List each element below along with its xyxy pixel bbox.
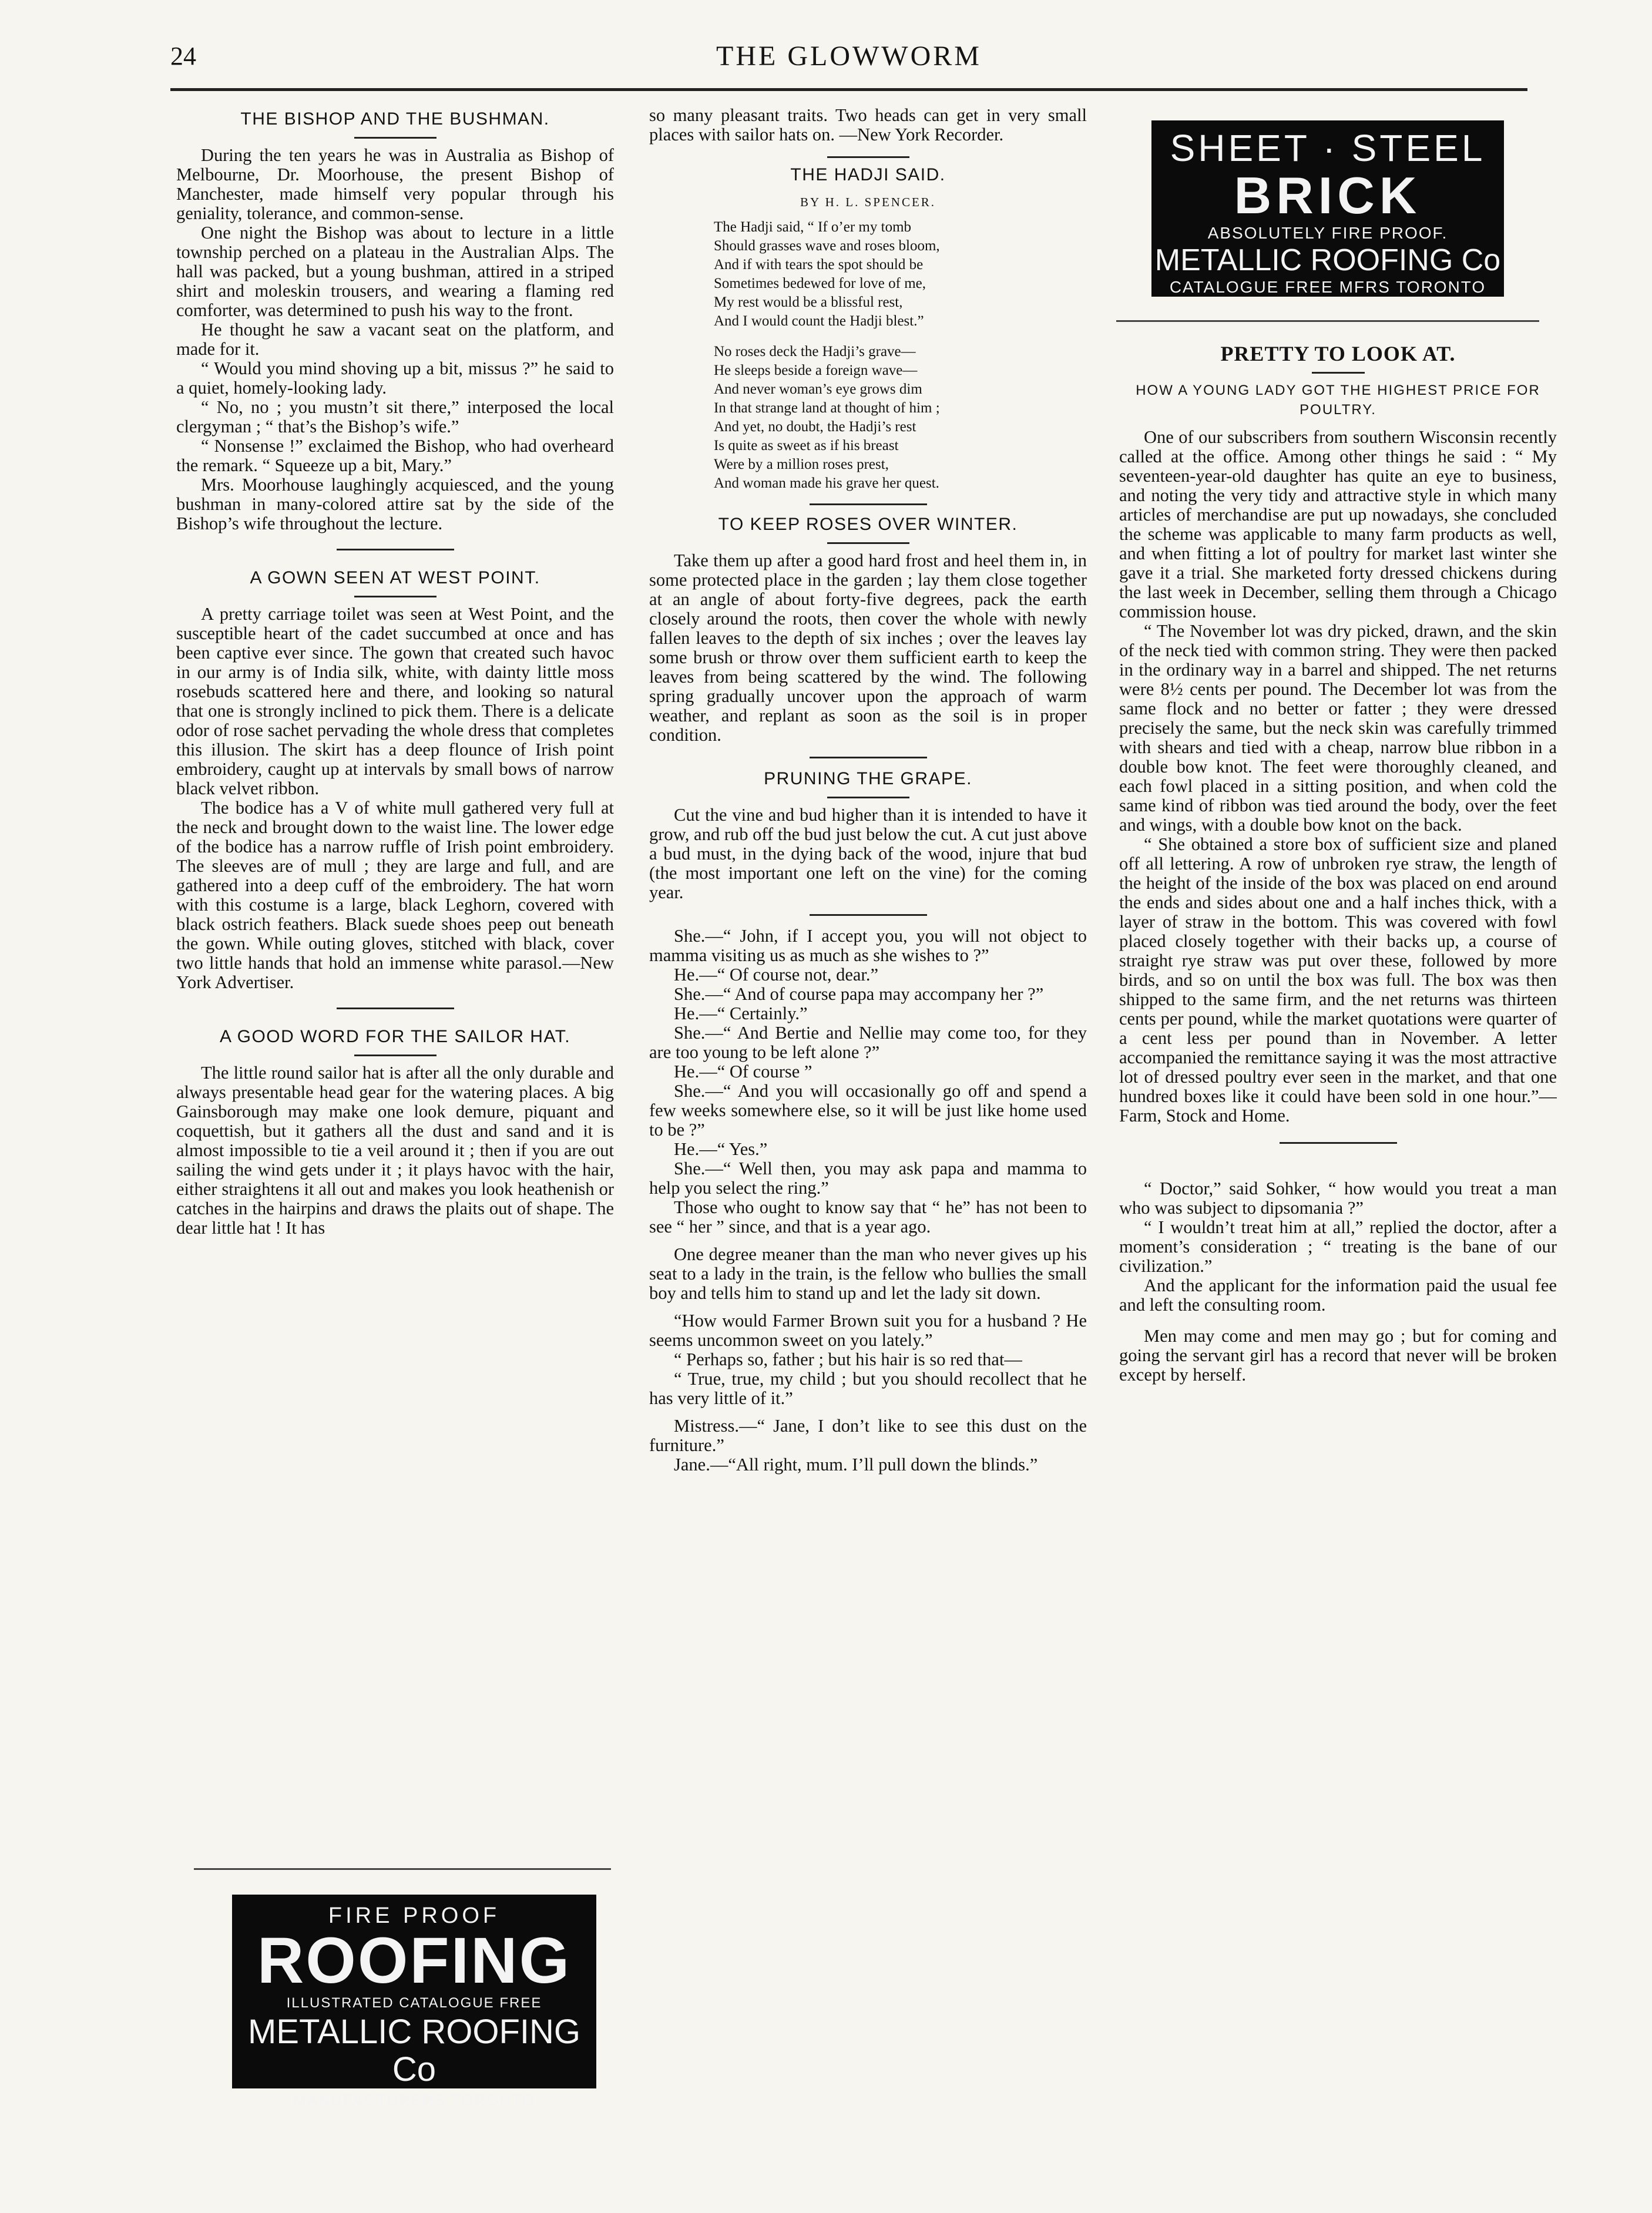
dialogue-line: She.—“ And of course papa may accompany her ?” [674,984,1044,1004]
poem-line: And never woman’s eye grows dim [714,381,922,397]
dialogue-line: She.—“ And you will occasionally go off and spend a few weeks somewhere else, so it will be just like home used to be ?” [649,1081,1087,1140]
article-title-pretty: PRETTY TO LOOK AT. [1220,342,1456,365]
title-rule [827,797,909,798]
ad-headline: BRICK [1234,166,1422,224]
paragraph: “ Perhaps so, father ; but his hair is so red that— [674,1349,1022,1369]
poem-line: And I would count the Hadji blest.” [714,313,924,329]
column-3 [1119,341,1557,2103]
paragraph: The bodice has a V of white mull gathered very full at the neck and brought down to the waist line. The lower edge of the bodice has a narrow ruffle of Irish point embroidery. The sleeves are of mull ; they are large and full, and are gathered into a deep cuff of the embroidery. The hat worn with this costume is a large, black Leghorn, covered with black ostrich feathers. Black suede shoes peep out beneath the gown. While outing gloves, stitched with black, cover two little hands that hold an immense white parasol.—New York Advertiser. [176,798,614,992]
poem [714,218,1087,493]
poem-line: No roses deck the Hadji’s grave— [714,344,916,360]
paragraph: “ True, true, my child ; but you should recollect that he has very little of it.” [649,1369,1087,1408]
paragraph: “ The November lot was dry picked, drawn, and the skin of the neck tied with common string. They were then packed in the ordinary way in a barrel and shipped. The net returns were 8½ cents per pound. The December lot was from the same flock and no better or fatter ; they were dressed precisely the same, but the neck skin was carefully trimmed with shears and tied with a cheap, narrow blue ribbon in a double bow knot. The feet were thoroughly cleaned, and each fowl placed in a sitting position, and when cold the same kind of ribbon was tied around the body, over the feet and wings, with a double bow knot on the back. [1119,621,1557,835]
ad-line: MANUFACTURERS TORONTO [293,2091,535,2109]
poem-line: Sometimes bedewed for love of me, [714,276,926,291]
dialogue-line: She.—“ And Bertie and Nellie may come too, for they are too young to be left alone ?” [649,1023,1087,1062]
ad-company: METALLIC ROOFING Co [247,2013,581,2088]
poem-line: Were by a million roses prest, [714,456,889,472]
paragraph: so many pleasant traits. Two heads can get in very small places with sailor hats on. —New York Recorder. [649,106,1087,145]
masthead-title: THE GLOWWORM [716,41,982,72]
dialogue-line: She.—“ Well then, you may ask papa and mamma to help you select the ring.” [649,1158,1087,1198]
paragraph: “How would Farmer Brown suit you for a husband ? He seems uncommon sweet on you lately.” [649,1311,1087,1350]
article-title-grape: PRUNING THE GRAPE. [764,769,972,788]
section-rule [810,914,927,916]
title-rule [354,1055,436,1056]
article-title-sailor-hat: A GOOD WORD FOR THE SAILOR HAT. [219,1027,571,1046]
column-1 [176,106,614,1868]
stanza-gap [714,331,1087,342]
paragraph: One of our subscribers from southern Wisconsin recently called at the office. Among other things he said : “ My seventeen-year-old daughter has quite an eye to business, and noting the very tidy and attractive style in which many articles of merchandise are put up nowadays, she concluded the scheme was applicable to many farm products as well, and when fitting a lot of poultry for market last winter she gave it a trial. She marketed forty dressed chickens during the last week in December, selling them through a Chicago commission house. [1119,427,1557,622]
article-title-bishop: THE BISHOP AND THE BUSHMAN. [240,109,550,129]
paragraph: A pretty carriage toilet was seen at West Point, and the susceptible heart of the cadet succumbed at once and has been captive ever since. The gown that created such havoc in our army is of India silk, white, with dainty little moss rosebuds scattered here and there, and looking so natural that one is strongly inclined to pick them. There is a delicate odor of rose sachet pervading the whole dress that completes this illusion. The skirt has a deep flounce of Irish point embroidery, caught up at intervals by small bows of narrow black velvet ribbon. [176,604,614,798]
title-rule [354,596,436,597]
paragraph: “ I wouldn’t treat him at all,” replied the doctor, after a moment’s consideration ; “ treating is the bane of our civilization.” [1119,1217,1557,1276]
paragraph: One night the Bishop was about to lecture in a little township perched on a plateau in the Australian Alps. The hall was packed, but a young bushman, attired in a striped shirt and moleskin trousers, and wearing a flaming red comforter, was determined to push his way to the front. [176,223,614,320]
paragraph: The little round sailor hat is after all the only durable and always presentable head gear for the watering places. A big Gainsborough may make one look demure, piquant and coquettish, but it gathers all the dust and sand and it is almost impossible to tie a veil around it ; then if you are out sailing the wind gets under it ; it plays havoc with the hair, either straightens it all out and makes you look heathenish or catches in the hairpins and draws the plaits out of shape. The dear little hat ! It has [176,1063,614,1238]
paragraph: “ Nonsense !” exclaimed the Bishop, who had overheard the remark. “ Squeeze up a bit, Mary.” [176,436,614,475]
dialogue-line: Those who ought to know say that “ he” has not been to see “ her ” since, and that is a year ago. [649,1197,1087,1237]
ad-line: CATALOGUE FREE MFRS TORONTO [1169,278,1486,296]
paragraph: Mistress.—“ Jane, I don’t like to see this dust on the furniture.” [649,1416,1087,1455]
dialogue-line: He.—“ Certainly.” [674,1003,808,1023]
paragraph: During the ten years he was in Australia as Bishop of Melbourne, Dr. Moorhouse, the present Bishop of Manchester, made himself very popular through his geniality, tolerance, and common-sense. [176,145,614,223]
advert-rule [1116,320,1539,322]
brick-advertisement [1151,120,1504,297]
dialogue-line: He.—“ Yes.” [674,1139,768,1159]
poem-line: And if with tears the spot should be [714,257,924,273]
section-rule [827,156,909,158]
paragraph: Mrs. Moorhouse laughingly acquiesced, and the young bushman in many-colored attire sat by the side of the Bishop’s wife throughout the lecture. [176,475,614,533]
paragraph: And the applicant for the information paid the usual fee and left the consulting room. [1119,1275,1557,1315]
paragraph: Cut the vine and bud higher than it is intended to have it grow, and rub off the bud just below the cut. A cut just above a bud must, in the dying back of the wood, injure that bud (the most important one left on the vine) for the coming year. [649,805,1087,902]
paragraph: Jane.—“All right, mum. I’ll pull down the blinds.” [674,1455,1038,1475]
section-rule [1280,1142,1397,1144]
paragraph: Take them up after a good hard frost and heel them in, in some protected place in the garden ; lay them close together at an angle of about forty-five degrees, pack the earth closely around the roots, then cover the whole with newly fallen leaves to the depth of six inches ; over the leaves lay some brush or throw over them sufficient earth to keep the leaves from being scattered by the wind. The following spring gradually uncover upon the approach of warm weather, and replant as soon as the soil is in proper condition. [649,550,1087,745]
poem-line: Is quite as sweet as if his breast [714,438,899,454]
header-rule [170,88,1527,91]
dialogue-line: He.—“ Of course ” [674,1062,812,1082]
poem-line: And woman made his grave her quest. [714,475,939,491]
article-title-gown: A GOWN SEEN AT WEST POINT. [250,568,540,587]
poem-line: He sleeps beside a foreign wave— [714,362,918,378]
poem-line: In that strange land at thought of him ; [714,400,940,416]
page-header [170,35,1527,88]
title-rule [1312,372,1365,374]
ad-line: ILLUSTRATED CATALOGUE FREE [286,1995,542,2011]
paragraph: “ Would you mind shoving up a bit, missus ?” he said to a quiet, homely-looking lady. [176,358,614,398]
roofing-advertisement [232,1895,596,2109]
article-title-roses: TO KEEP ROSES OVER WINTER. [718,515,1018,534]
paragraph: Men may come and men may go ; but for coming and going the servant girl has a record that never will be broken except by herself. [1119,1326,1557,1385]
ad-line: SHEET · STEEL [1170,127,1486,169]
dialogue-line: She.—“ John, if I accept you, you will not object to mamma visiting us as much as she wishes to ?” [649,926,1087,965]
paragraph: He thought he saw a vacant seat on the platform, and made for it. [176,320,614,359]
paragraph: “ She obtained a store box of sufficient size and planed off all lettering. A row of unbroken rye straw, the length of the height of the inside of the box was placed on end around the ends and sides about one and a half inches thick, with a layer of straw in the bottom. This was covered with fowl placed closely together with their backs up, a course of straight rye straw was put over these, followed by more birds, and so on until the box was full. The box was then shipped to the same firm, and the net returns was thirteen cents per pound, while the market quotations were quarter of a cent less per pound than in November. A letter accompanied the remittance saying it was the most attractive lot of dressed poultry ever seen in the market, and that one hundred boxes like it could have been sold in one hour.”—Farm, Stock and Home. [1119,834,1557,1126]
section-rule [810,757,927,758]
ad-company: METALLIC ROOFING Co [1154,243,1501,277]
ad-line: ABSOLUTELY FIRE PROOF. [1207,224,1448,242]
poem-line: Should grasses wave and roses bloom, [714,238,940,254]
poem-line: My rest would be a blissful rest, [714,294,903,310]
section-rule [810,503,927,505]
title-rule [827,542,909,544]
section-rule [337,549,454,550]
dialogue-line: He.—“ Of course not, dear.” [674,965,879,985]
byline: BY H. L. SPENCER. [800,195,936,209]
advert-rule [194,1868,611,1870]
article-title-hadji: THE HADJI SAID. [790,165,946,184]
paragraph: “ No, no ; you mustn’t sit there,” interposed the local clergyman ; “ that’s the Bishop’s wife.” [176,397,614,436]
section-rule [337,1008,454,1009]
page-number: 24 [170,42,196,70]
ad-headline: ROOFING [257,1925,572,1997]
column-2 [649,106,1087,2068]
paragraph: “ Doctor,” said Sohker, “ how would you treat a man who was subject to dipsomania ?” [1119,1178,1557,1218]
paragraph: One degree meaner than the man who never gives up his seat to a lady in the train, is the fellow who bullies the small boy and tells him to stand up and let the lady sit down. [649,1244,1087,1303]
ad-line: FIRE PROOF [328,1903,501,1928]
article-subtitle: HOW A YOUNG LADY GOT THE HIGHEST PRICE FOR POULTRY. [1136,382,1540,418]
poem-line: The Hadji said, “ If o’er my tomb [714,219,912,235]
title-rule [354,137,436,139]
poem-line: And yet, no doubt, the Hadji’s rest [714,419,916,435]
